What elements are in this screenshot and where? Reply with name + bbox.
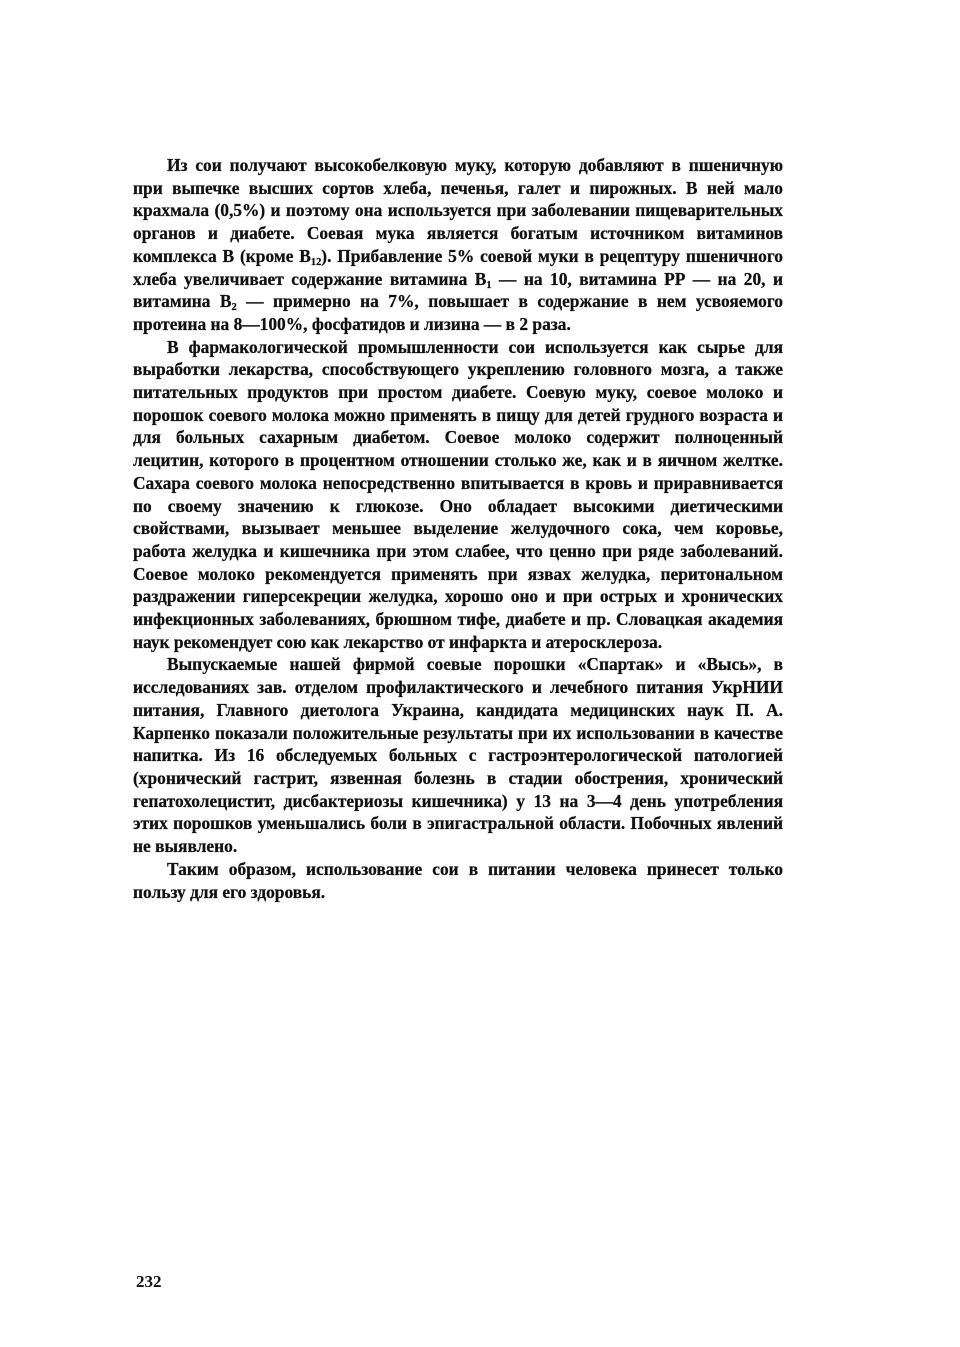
text-run: — на 10, витамина РР — на 20, и витамина В — [133, 268, 783, 312]
subscript: 1 — [486, 279, 492, 291]
subscript: 2 — [231, 302, 237, 314]
page-number: 232 — [136, 1272, 162, 1291]
paragraph-2 — [133, 336, 783, 654]
paragraph-3 — [133, 653, 783, 857]
text-run: В фармакологической промышленности сои используется как сырье для выработки лекарства, способствующего укреплению головного мозга, а также питательных продуктов при простом диабете. Соевую муку, соевое молоко и порошок соевого молока можно применять в пищу для детей грудного возраста и для больных сахарным диабетом. Соевое молоко содержит полноценный лецитин, которого в процентном отношении столько же, как и в яичном желтке. Сахара соевого молока непосредственно впитывается в кровь и приравнивается по своему значению к глюкозе. Оно обладает высокими диетическими свойствами, вызывает меньшее выделение желудочного сока, чем коровье, работа желудка и кишечника при этом слабее, что ценно при ряде заболеваний. Соевое молоко рекомендуется применять при язвах желудка, перитональном раздражении гиперсекреции желудка, хорошо оно и при острых и хронических инфекционных заболеваниях, брюшном тифе, диабете и пр. Словацкая академия наук рекомендует сою как лекарство от инфаркта и атеросклероза. — [133, 336, 783, 652]
subscript: 12 — [310, 256, 322, 268]
paragraph-4 — [133, 858, 783, 903]
text-run: Выпускаемые нашей фирмой соевые порошки «Спартак» и «Высь», в исследованиях зав. отделом профилактического и лечебного питания УкрНИИ питания, Главного диетолога Украина, кандидата медицинских наук П. А. Карпенко показали положительные результаты при их использовании в качестве напитка. Из 16 обследуемых больных с гастроэнтерологической патологией (хронический гастрит, язвенная болезнь в стадии обострения, хронический гепатохолецистит, дисбактериозы кишечника) у 13 на 3—4 день употребления этих порошков уменьшались боли в эпигастральной области. Побочных явлений не выявлено. — [133, 654, 783, 857]
body-text — [133, 154, 783, 903]
paragraph-1 — [133, 154, 783, 336]
text-run: Из сои получают высокобелковую муку, которую добавляют в пшеничную при выпечке высших сортов хлеба, печенья, галет и пирожных. В ней мало крахмала (0,5%) и поэтому она используется при заболевании пищеварительных органов и диабете. Соевая мука является богатым источником витаминов комплекса В (кроме В — [133, 155, 783, 266]
text-run: Таким образом, использование сои в питании человека принесет только пользу для его здоровья. — [133, 858, 783, 902]
text-run: — примерно на 7%, повышает в содержание в нем усвояемого протеина на 8—100%, фосфатидов и лизина — в 2 раза. — [133, 291, 783, 334]
text-run: ). Прибавление 5% соевой муки в рецептуру пшеничного хлеба увеличивает содержание витамина В — [133, 245, 783, 289]
